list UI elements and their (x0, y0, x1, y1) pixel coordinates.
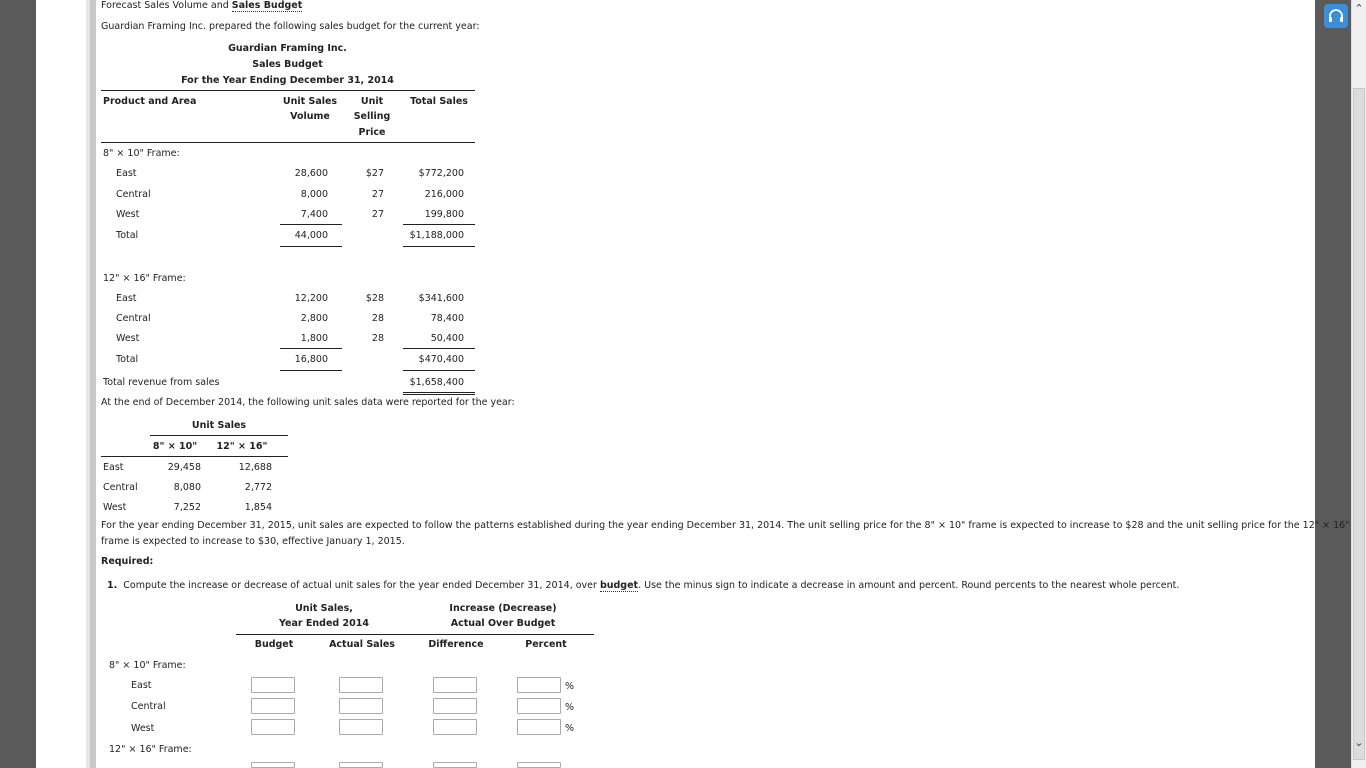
table-cell-volume: 7,400 (300, 209, 328, 220)
scroll-up-icon[interactable]: ⌃ (1354, 2, 1364, 15)
help-headset-icon[interactable] (1324, 4, 1348, 28)
vertical-scrollbar[interactable] (1351, 0, 1366, 768)
difference-input[interactable] (433, 719, 477, 735)
budget-input[interactable] (251, 698, 295, 714)
narrative-line-2: frame is expected to increase to $30, effective January 1, 2015. (101, 536, 405, 547)
group-unit-sales-2: Year Ended 2014 (279, 618, 369, 629)
company-name: Guardian Framing Inc. (228, 43, 347, 54)
subtotal-rule (280, 348, 342, 349)
table-cell-price: $28 (365, 293, 384, 304)
left-gutter (0, 0, 36, 768)
budget-link[interactable]: budget (599, 580, 639, 591)
percent-sign: % (565, 681, 575, 692)
actual-sales-input[interactable] (339, 677, 383, 693)
group-increase-1: Increase (Decrease) (449, 603, 557, 614)
table-cell-total: 78,400 (430, 313, 464, 324)
answer-row-label: West (131, 723, 155, 734)
table-cell-price: 27 (371, 189, 384, 200)
budget-period: For the Year Ending December 31, 2014 (181, 75, 394, 86)
difference-input[interactable] (433, 698, 477, 714)
actual-col-2: 12" × 16" (216, 441, 268, 452)
table-row-area: West (116, 333, 140, 344)
total-rule (403, 246, 475, 247)
question-1 (107, 580, 1179, 591)
table-cell-price: 27 (371, 209, 384, 220)
actual-cell-v2: 12,688 (238, 462, 272, 473)
intro-text: Guardian Framing Inc. prepared the following sales budget for the current year: (101, 21, 480, 32)
group1-total-sales: $1,188,000 (409, 230, 464, 241)
group-increase-2: Actual Over Budget (450, 618, 556, 629)
table-cell-price: 28 (371, 313, 384, 324)
required-label: Required: (101, 556, 154, 567)
budget-input[interactable] (251, 762, 295, 768)
col-product-area: Product and Area (103, 96, 197, 107)
table-row-area: East (116, 168, 137, 179)
group2-total-volume: 16,800 (294, 354, 328, 365)
table-row-area: Central (116, 313, 151, 324)
group1-label: 8" × 10" Frame: (103, 148, 180, 159)
actual-rule-bottom (101, 456, 288, 457)
scroll-thumb[interactable] (1353, 88, 1365, 760)
sales-budget-link[interactable]: Sales Budget (231, 0, 303, 11)
percent-sign: % (565, 723, 575, 734)
page-title (101, 0, 302, 11)
table-row-area: Central (116, 189, 151, 200)
subtotal-rule (403, 224, 475, 225)
total-rule (403, 370, 475, 371)
table-cell-total: $772,200 (418, 168, 464, 179)
col-unit-sales-1: Unit Sales (282, 96, 338, 107)
actual-cell-v1: 8,080 (173, 482, 201, 493)
subtotal-rule (280, 224, 342, 225)
question-text-after: . Use the minus sign to indicate a decrease in amount and percent. Round percents to the nearest whole percent. (638, 580, 1180, 591)
answer-row-label: Central (131, 701, 166, 712)
difference-input[interactable] (433, 677, 477, 693)
table-cell-total: 199,800 (424, 209, 464, 220)
actual-cell-v2: 1,854 (244, 502, 272, 513)
table-cell-price: $27 (365, 168, 384, 179)
group2-total-label: Total (116, 354, 139, 365)
group2-total-sales: $470,400 (418, 354, 464, 365)
actual-cell-v1: 29,458 (167, 462, 201, 473)
budget-input[interactable] (251, 677, 295, 693)
percent-input[interactable] (517, 762, 561, 768)
group1-total-volume: 44,000 (294, 230, 328, 241)
actual-col-1: 8" × 10" (152, 441, 198, 452)
percent-sign: % (565, 702, 575, 713)
question-number: 1. (107, 580, 118, 591)
actual-row-area: West (103, 502, 127, 513)
col-actual-sales: Actual Sales (329, 639, 395, 650)
page-panel (36, 0, 1315, 768)
header-rule-bottom (101, 142, 475, 143)
answer-rule (236, 634, 594, 635)
col-unit-price-1: Unit (360, 96, 384, 107)
revenue-label: Total revenue from sales (103, 377, 220, 388)
group2-label: 12" × 16" Frame: (103, 273, 186, 284)
percent-input[interactable] (517, 719, 561, 735)
narrative-line-1: For the year ending December 31, 2015, unit sales are expected to follow the patterns established during the year ending December 31, 2014. The unit selling price for the 8" × 10" frame is expected to increase to $28 and the unit selling price for the 12" × 16" (101, 520, 1350, 531)
total-rule (280, 246, 342, 247)
table-cell-total: 50,400 (430, 333, 464, 344)
percent-input[interactable] (517, 698, 561, 714)
table-row-area: East (116, 293, 137, 304)
table-cell-volume: 28,600 (294, 168, 328, 179)
table-cell-total: 216,000 (424, 189, 464, 200)
answer-group1-label: 8" × 10" Frame: (109, 660, 186, 671)
actual-sales-input[interactable] (339, 762, 383, 768)
revenue-value: $1,658,400 (409, 377, 464, 388)
right-gutter (1315, 0, 1351, 768)
actual-row-area: Central (103, 482, 138, 493)
total-rule (280, 370, 342, 371)
subtotal-rule (403, 348, 475, 349)
actual-cell-v1: 7,252 (173, 502, 201, 513)
title-prefix: Forecast Sales Volume and (101, 0, 232, 11)
table-cell-volume: 8,000 (300, 189, 328, 200)
col-percent: Percent (525, 639, 567, 650)
table-cell-volume: 1,800 (300, 333, 328, 344)
table-cell-volume: 2,800 (300, 313, 328, 324)
table-cell-total: $341,600 (418, 293, 464, 304)
answer-row-label: East (131, 680, 152, 691)
col-unit-price-2: Selling (353, 111, 391, 122)
percent-input[interactable] (517, 677, 561, 693)
actual-heading: Unit Sales (191, 420, 247, 431)
group-unit-sales-1: Unit Sales, (295, 603, 353, 614)
table-row-area: West (116, 209, 140, 220)
actual-intro: At the end of December 2014, the following unit sales data were reported for the year: (101, 397, 515, 408)
col-budget: Budget (254, 639, 294, 650)
col-unit-price-3: Price (358, 127, 386, 138)
left-margin-bar (90, 0, 96, 768)
actual-cell-v2: 2,772 (244, 482, 272, 493)
budget-name: Sales Budget (252, 59, 323, 70)
actual-row-area: East (103, 462, 124, 473)
question-text-before: Compute the increase or decrease of actual unit sales for the year ended December 31, 2014, over (123, 580, 600, 591)
group1-total-label: Total (116, 230, 139, 241)
col-difference: Difference (428, 639, 484, 650)
actual-rule-top (150, 435, 288, 436)
header-rule-top (101, 90, 475, 91)
actual-sales-input[interactable] (339, 698, 383, 714)
table-cell-price: 28 (371, 333, 384, 344)
table-cell-volume: 12,200 (294, 293, 328, 304)
answer-group2-label: 12" × 16" Frame: (109, 744, 192, 755)
col-unit-sales-2: Volume (290, 111, 330, 122)
grand-total-double-rule (403, 392, 475, 395)
scroll-down-icon[interactable]: ⌄ (1354, 736, 1364, 749)
col-total-sales: Total Sales (410, 96, 468, 107)
budget-input[interactable] (251, 719, 295, 735)
actual-sales-input[interactable] (339, 719, 383, 735)
difference-input[interactable] (433, 762, 477, 768)
